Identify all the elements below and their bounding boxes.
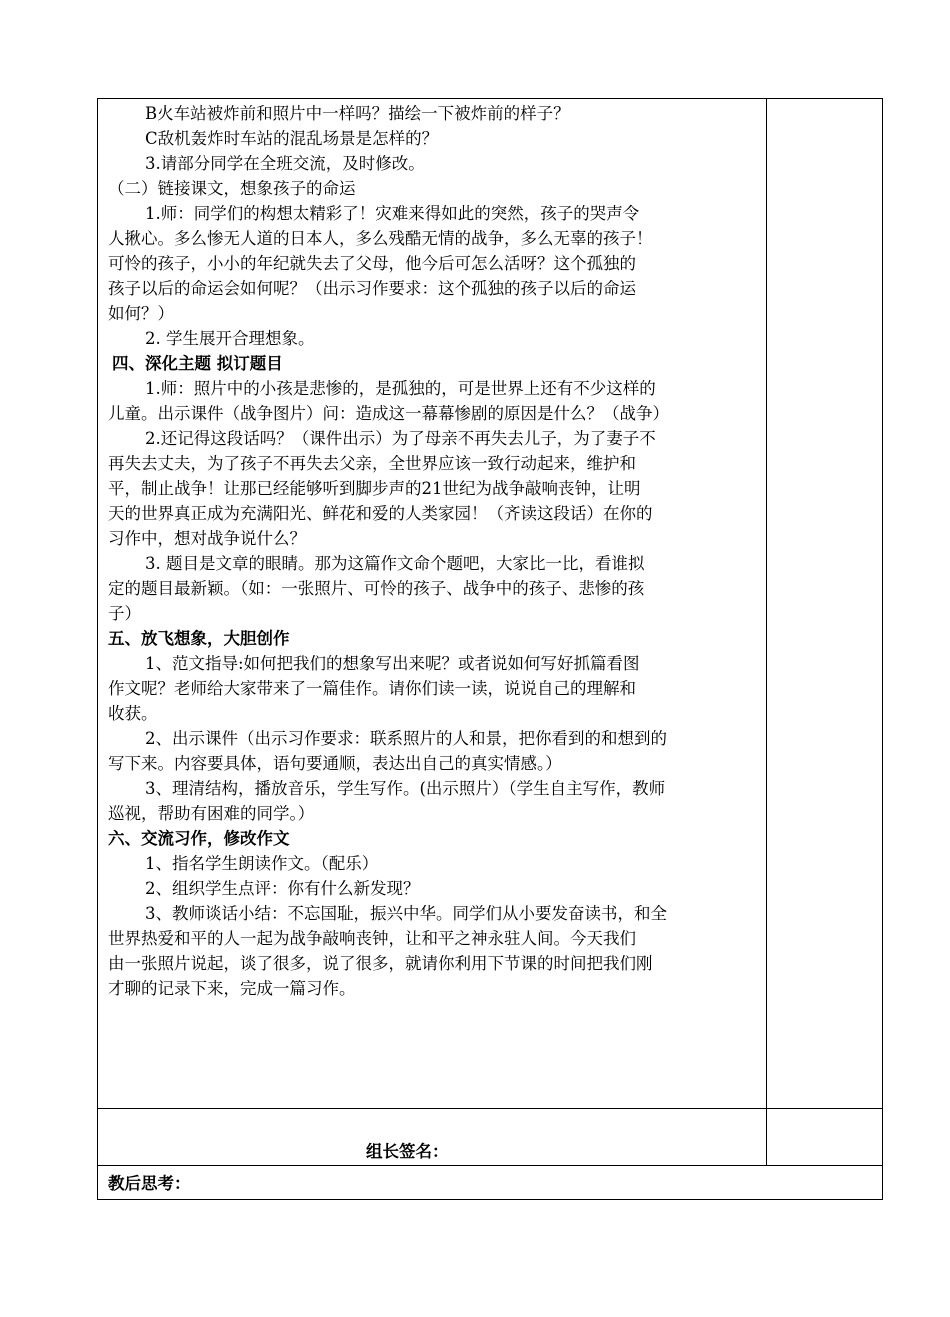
text-line: 世界热爱和平的人一起为战争敲响丧钟，让和平之神永驻人间。今天我们 xyxy=(108,929,636,948)
text-line: 孩子以后的命运会如何呢？（出示习作要求：这个孤独的孩子以后的命运 xyxy=(108,279,636,298)
text-line: 3.请部分同学在全班交流，及时修改。 xyxy=(145,154,425,173)
text-line: 作文呢？老师给大家带来了一篇佳作。请你们读一读，说说自己的理解和 xyxy=(108,679,636,698)
text-line: 2. 学生展开合理想象。 xyxy=(145,329,315,348)
text-line: B火车站被炸前和照片中一样吗？描绘一下被炸前的样子？ xyxy=(145,104,570,123)
text-line: 天的世界真正成为充满阳光、鲜花和爱的人类家园！（齐读这段话）在你的 xyxy=(108,504,653,523)
text-line: 3、教师谈话小结：不忘国耻，振兴中华。同学们从小要发奋读书，和全 xyxy=(145,904,667,923)
text-line: 平，制止战争！让那已经能够听到脚步声的21世纪为战争敲响丧钟，让明 xyxy=(108,479,641,498)
text-line: 再失去丈夫，为了孩子不再失去父亲，全世界应该一致行动起来，维护和 xyxy=(108,454,636,473)
text-line: 习作中，想对战争说什么？ xyxy=(108,529,306,548)
section-heading: 六、交流习作，修改作文 xyxy=(108,829,290,848)
text-line: 定的题目最新颖。（如：一张照片、可怜的孩子、战争中的孩子、悲惨的孩 xyxy=(108,579,645,598)
text-line: 收获。 xyxy=(108,704,158,723)
text-line: 子） xyxy=(108,604,141,623)
text-line: 3、理清结构，播放音乐，学生写作。(出示照片）（学生自主写作，教师 xyxy=(145,779,666,798)
text-line: 如何？） xyxy=(108,304,174,323)
text-line: C敌机轰炸时车站的混乱场景是怎样的？ xyxy=(145,129,439,148)
text-line: 1.师：照片中的小孩是悲惨的，是孤独的，可是世界上还有不少这样的 xyxy=(145,379,656,398)
column-divider xyxy=(766,99,767,1166)
group-leader-signature-label: 组长签名： xyxy=(366,1142,449,1161)
section-heading: 四、深化主题 拟订题目 xyxy=(112,354,283,373)
text-line: 巡视，帮助有困难的同学。） xyxy=(108,804,315,823)
text-line: 由一张照片说起，谈了很多，说了很多，就请你利用下节课的时间把我们刚 xyxy=(108,954,653,973)
text-line: 2、组织学生点评：你有什么新发现？ xyxy=(145,879,420,898)
subsection-heading: （二）链接课文，想象孩子的命运 xyxy=(108,179,356,198)
text-line: 1.师：同学们的构想太精彩了！灾难来得如此的突然，孩子的哭声令 xyxy=(145,204,640,223)
text-line: 1、指名学生朗读作文。（配乐） xyxy=(145,854,379,873)
text-line: 才聊的记录下来，完成一篇习作。 xyxy=(108,979,356,998)
post-teaching-reflection-label: 教后思考： xyxy=(108,1174,191,1193)
text-line: 2、出示课件（出示习作要求：联系照片的人和景，把你看到的和想到的 xyxy=(145,729,667,748)
lesson-plan-table xyxy=(97,98,883,1200)
row-divider-reflection xyxy=(98,1165,882,1166)
text-line: 可怜的孩子，小小的年纪就失去了父母，他今后可怎么活呀？这个孤独的 xyxy=(108,254,636,273)
text-line: 3. 题目是文章的眼睛。那为这篇作文命个题吧，大家比一比，看谁拟 xyxy=(145,554,645,573)
text-line: 1、范文指导:如何把我们的想象写出来呢？或者说如何写好抓篇看图 xyxy=(145,654,640,673)
text-line: 2.还记得这段话吗？（课件出示）为了母亲不再失去儿子，为了妻子不 xyxy=(145,429,656,448)
text-line: 写下来。内容要具体，语句要通顺，表达出自己的真实情感。） xyxy=(108,754,562,773)
lesson-content xyxy=(108,101,758,1001)
section-heading: 五、放飞想象，大胆创作 xyxy=(108,629,290,648)
text-line: 儿童。出示课件（战争图片）问：造成这一幕幕惨剧的原因是什么？（战争） xyxy=(108,404,669,423)
row-divider-signature xyxy=(98,1108,882,1109)
text-line: 人揪心。多么惨无人道的日本人，多么残酷无情的战争，多么无辜的孩子！ xyxy=(108,229,653,248)
